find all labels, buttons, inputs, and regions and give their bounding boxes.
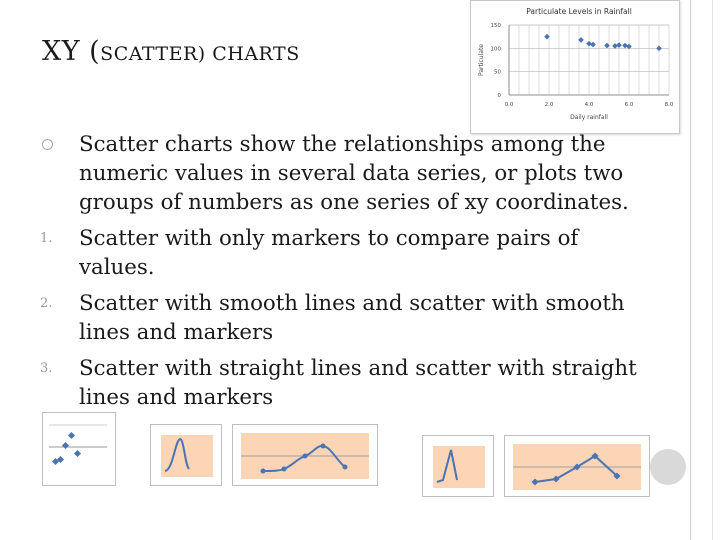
thumb-smooth-lines-markers[interactable] — [232, 424, 378, 486]
bullet-item-3 — [40, 354, 650, 412]
right-border-line — [690, 0, 691, 540]
x-tick-label: 2.0 — [544, 102, 554, 108]
data-point — [612, 43, 618, 49]
thumb-smooth-lines-svg — [151, 425, 221, 485]
chart-title: Particulate Levels in Rainfall — [526, 7, 632, 16]
thumb-straight-lines-svg — [423, 436, 493, 496]
thumb-marker — [303, 454, 308, 459]
data-point — [656, 46, 662, 52]
x-axis-label: Daily rainfall — [570, 114, 608, 121]
bullet-list — [40, 130, 650, 419]
bullet-text: Scatter charts show the relationships among the numeric values in several data series, or plots two groups of numbers as one series of xy coordinates. — [79, 132, 629, 215]
thumb-marker — [62, 442, 69, 449]
title-scatter: SCATTER — [100, 43, 198, 65]
data-point — [622, 43, 628, 49]
bullet-number: 1. — [40, 231, 53, 246]
decorative-circle — [650, 449, 686, 485]
bullet-item-2 — [40, 289, 650, 347]
slide-title — [42, 36, 300, 67]
thumb-smooth-lines-markers-svg — [233, 425, 377, 485]
title-suffix: ) CHARTS — [197, 43, 300, 65]
y-tick-label: 150 — [490, 23, 501, 29]
thumb-marker — [282, 467, 287, 472]
bullet-text: Scatter with smooth lines and scatter with smooth lines and markers — [79, 291, 625, 345]
y-tick-label: 100 — [490, 46, 501, 53]
thumb-plot-area — [161, 435, 213, 477]
data-point — [616, 42, 622, 48]
thumb-marker — [321, 444, 326, 449]
thumb-marker — [68, 432, 75, 439]
bullet-number: 3. — [40, 361, 53, 376]
thumb-straight-lines-markers[interactable] — [504, 435, 650, 497]
scatter-chart-svg — [471, 1, 679, 133]
x-tick-label: 0.0 — [504, 102, 514, 108]
x-tick-label: 8.0 — [664, 102, 674, 108]
data-point — [586, 41, 592, 47]
y-tick-label: 0 — [497, 93, 501, 99]
y-axis-label: Particulate — [478, 43, 485, 77]
title-prefix: XY ( — [42, 36, 101, 67]
bullet-text: Scatter with only markers to compare pairs of values. — [79, 226, 579, 280]
right-border-line-outer — [712, 0, 713, 540]
data-point — [590, 42, 596, 48]
bullet-number: 2. — [40, 296, 53, 311]
thumb-scatter-markers-svg — [43, 413, 115, 485]
scatter-chart — [470, 0, 680, 134]
x-tick-label: 4.0 — [584, 102, 594, 108]
bullet-circle-icon — [42, 139, 53, 150]
y-tick-label: 50 — [494, 69, 501, 76]
bullet-item-intro — [40, 130, 650, 217]
thumb-marker — [261, 469, 266, 474]
thumb-straight-lines[interactable] — [422, 435, 494, 497]
bullet-item-1 — [40, 224, 650, 282]
thumb-marker — [343, 465, 348, 470]
thumb-scatter-markers[interactable] — [42, 412, 116, 486]
x-tick-label: 6.0 — [624, 102, 634, 108]
thumb-smooth-lines[interactable] — [150, 424, 222, 486]
thumb-straight-lines-markers-svg — [505, 436, 649, 496]
thumb-marker — [74, 450, 81, 457]
bullet-text: Scatter with straight lines and scatter with straight lines and markers — [79, 356, 637, 410]
